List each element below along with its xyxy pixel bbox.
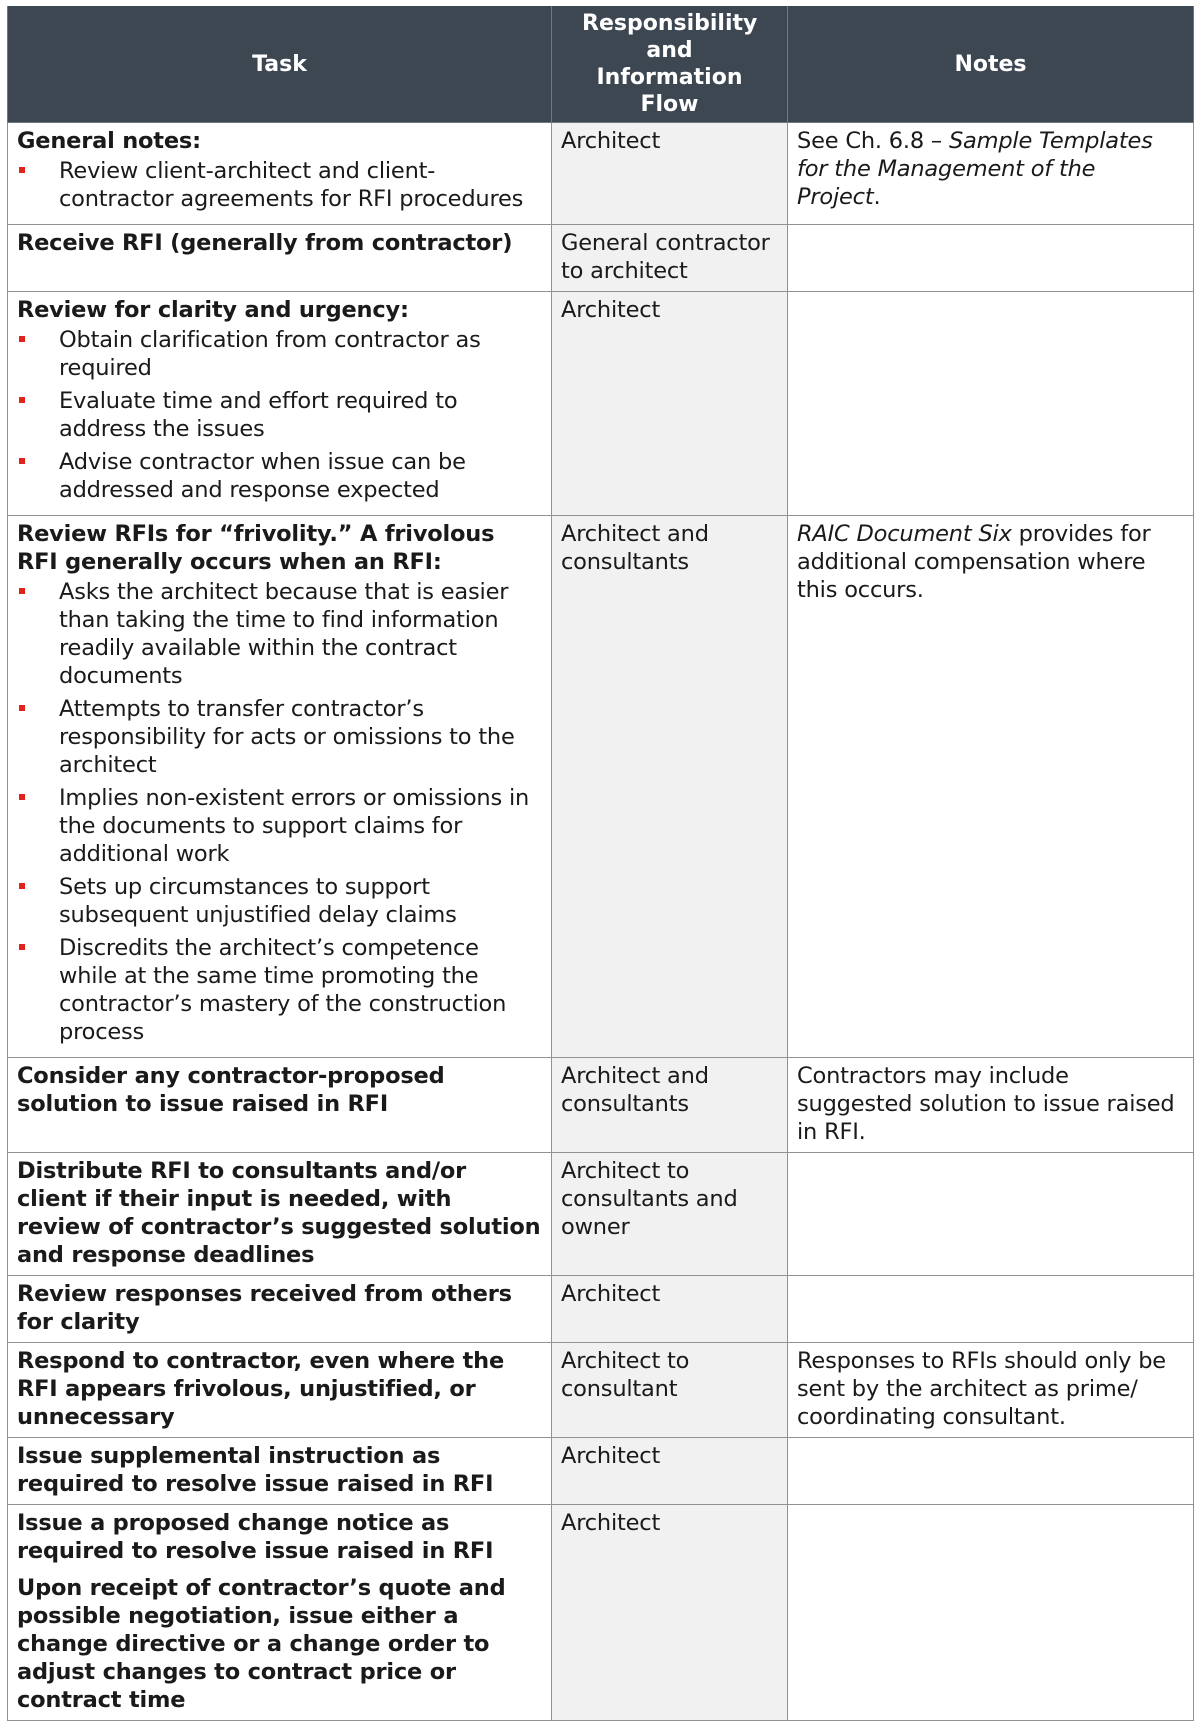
notes-cell xyxy=(788,1153,1194,1276)
responsibility-cell: Architect xyxy=(552,292,788,516)
task-cell xyxy=(8,1343,552,1438)
table-row xyxy=(8,123,1194,225)
task-heading: Issue supplemental instruction as required to resolve issue raised in RFI xyxy=(17,1443,494,1497)
task-bullet-list xyxy=(17,157,542,213)
rfi-process-table xyxy=(7,6,1194,1721)
bullet-item: Asks the architect because that is easier than taking the time to find information readily available within the contract documents xyxy=(17,578,542,690)
header-responsibility: Responsibility and Information Flow xyxy=(552,6,788,123)
header-task: Task xyxy=(8,6,552,123)
table-header-row xyxy=(8,6,1194,123)
bullet-item: Evaluate time and effort required to address the issues xyxy=(17,387,542,443)
task-heading: Issue a proposed change notice as required to resolve issue raised in RFI xyxy=(17,1510,494,1564)
bullet-item: Attempts to transfer contractor’s responsibility for acts or omissions to the architect xyxy=(17,695,542,779)
task-cell xyxy=(8,1058,552,1153)
notes-italic-reference: RAIC Document Six xyxy=(797,521,1012,547)
notes-text-end: . xyxy=(873,184,881,210)
table-row xyxy=(8,1343,1194,1438)
bullet-item: Advise contractor when issue can be addressed and response expected xyxy=(17,448,542,504)
task-bullet-list xyxy=(17,578,542,1046)
responsibility-cell: Architect and consultants xyxy=(552,516,788,1058)
responsibility-cell: Architect xyxy=(552,1438,788,1505)
notes-cell xyxy=(788,516,1194,1058)
rfi-table-container xyxy=(7,6,1193,1721)
task-cell xyxy=(8,123,552,225)
bullet-item: Obtain clarification from contractor as required xyxy=(17,326,542,382)
task-heading: Review responses received from others for clarity xyxy=(17,1281,512,1335)
notes-cell xyxy=(788,123,1194,225)
notes-italic-reference: Sample Templates for the Management of the Project xyxy=(797,128,1153,210)
task-cell xyxy=(8,225,552,292)
task-cell xyxy=(8,1438,552,1505)
notes-cell xyxy=(788,225,1194,292)
task-cell xyxy=(8,516,552,1058)
task-heading: General notes: xyxy=(17,128,201,154)
notes-text: See Ch. 6.8 – xyxy=(797,128,949,154)
responsibility-cell: Architect to consultants and owner xyxy=(552,1153,788,1276)
responsibility-cell: Architect xyxy=(552,1505,788,1721)
responsibility-cell: Architect to consultant xyxy=(552,1343,788,1438)
task-cell xyxy=(8,292,552,516)
responsibility-cell: Architect and consultants xyxy=(552,1058,788,1153)
task-heading: Respond to contractor, even where the RFI appears frivolous, unjustified, or unnecessary xyxy=(17,1348,505,1430)
notes-text: provides for additional compensation where this occurs. xyxy=(797,521,1151,603)
notes-cell xyxy=(788,1438,1194,1505)
task-cell xyxy=(8,1276,552,1343)
table-row xyxy=(8,292,1194,516)
notes-cell: Responses to RFIs should only be sent by the architect as prime/ coordinating consultant. xyxy=(788,1343,1194,1438)
task-cell xyxy=(8,1153,552,1276)
table-row xyxy=(8,516,1194,1058)
notes-cell xyxy=(788,292,1194,516)
table-row xyxy=(8,1276,1194,1343)
table-row xyxy=(8,225,1194,292)
table-row xyxy=(8,1438,1194,1505)
task-heading-secondary: Upon receipt of contractor’s quote and possible negotiation, issue either a change directive or a change order to adjust changes to contract price or contract time xyxy=(17,1575,506,1713)
task-bullet-list xyxy=(17,326,542,504)
table-row xyxy=(8,1153,1194,1276)
table-row xyxy=(8,1058,1194,1153)
task-heading: Consider any contractor-proposed solution to issue raised in RFI xyxy=(17,1063,445,1117)
bullet-item: Implies non-existent errors or omissions in the documents to support claims for additional work xyxy=(17,784,542,868)
notes-cell: Contractors may include suggested solution to issue raised in RFI. xyxy=(788,1058,1194,1153)
notes-cell xyxy=(788,1505,1194,1721)
task-heading: Review for clarity and urgency: xyxy=(17,297,409,323)
task-heading: Review RFIs for “frivolity.” A frivolous RFI generally occurs when an RFI: xyxy=(17,521,495,575)
responsibility-cell: Architect xyxy=(552,1276,788,1343)
notes-cell xyxy=(788,1276,1194,1343)
bullet-item: Review client-architect and client-contractor agreements for RFI procedures xyxy=(17,157,542,213)
responsibility-cell: Architect xyxy=(552,123,788,225)
responsibility-cell: General contractor to architect xyxy=(552,225,788,292)
table-row xyxy=(8,1505,1194,1721)
bullet-item: Sets up circumstances to support subsequent unjustified delay claims xyxy=(17,873,542,929)
task-heading: Distribute RFI to consultants and/or client if their input is needed, with review of contractor’s suggested solution and response deadlines xyxy=(17,1158,541,1268)
header-notes: Notes xyxy=(788,6,1194,123)
task-heading: Receive RFI (generally from contractor) xyxy=(17,230,513,256)
task-cell xyxy=(8,1505,552,1721)
bullet-item: Discredits the architect’s competence while at the same time promoting the contractor’s mastery of the construction process xyxy=(17,934,542,1046)
